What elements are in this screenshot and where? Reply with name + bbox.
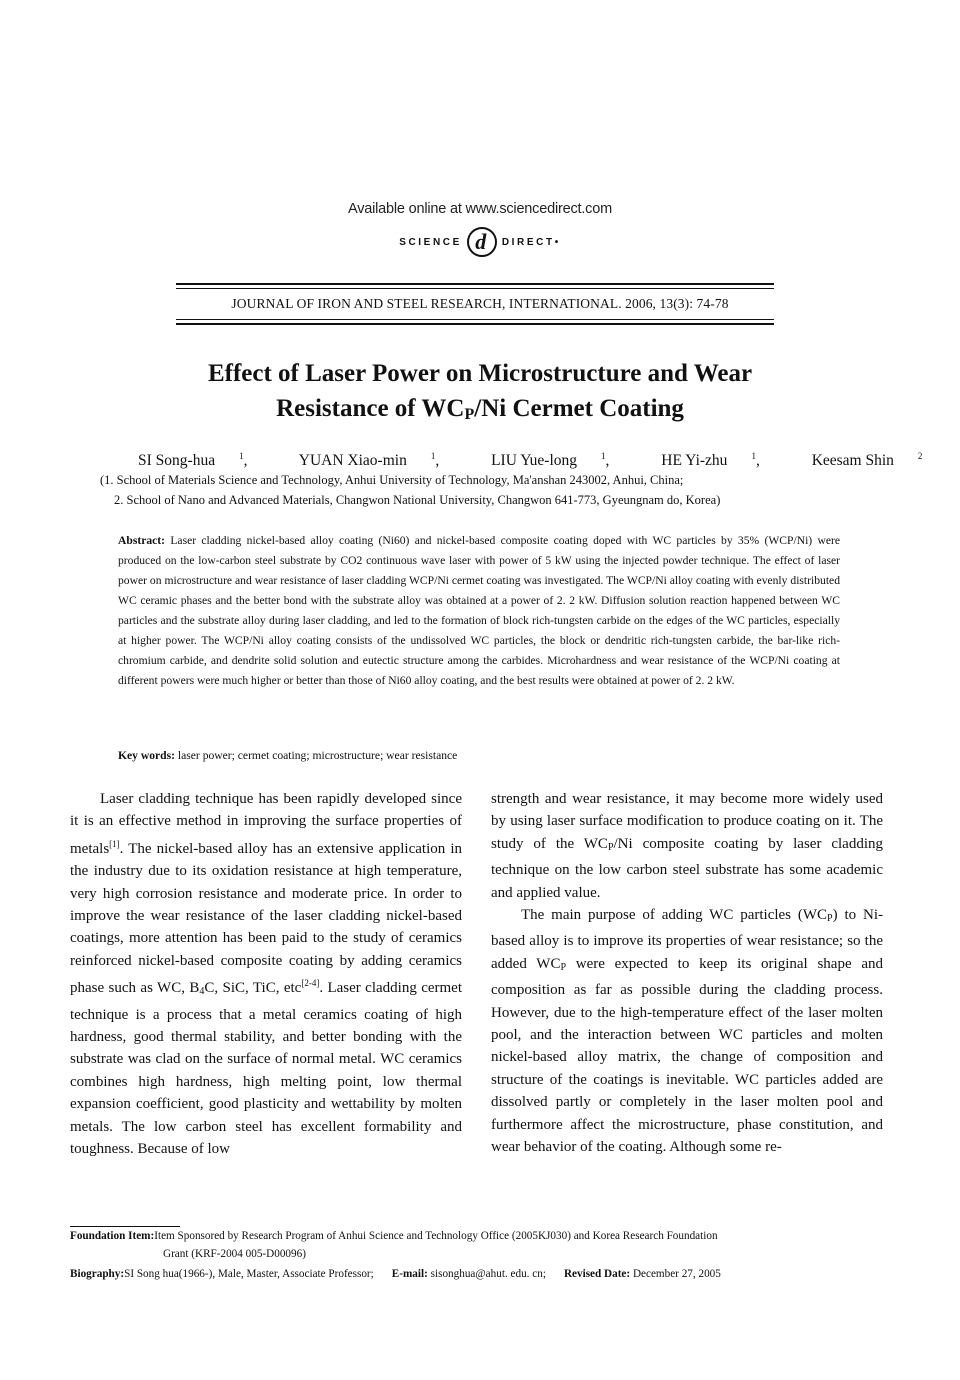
footnote-rule xyxy=(70,1226,180,1227)
body-column-left xyxy=(70,788,462,1161)
header-rule-bottom xyxy=(176,323,774,325)
header-rule-top-thin xyxy=(176,288,774,289)
body-column-right xyxy=(491,788,883,1159)
logo-mark xyxy=(466,226,498,258)
logo-dot: • xyxy=(554,237,561,248)
footnote-biography: Biography:SI Song hua(1966-), Male, Master, Associate Professor; E-mail: sisonghua@ahut. edu. cn; Revised Date: December 27, 2005 xyxy=(70,1268,721,1280)
author: SI Song-hua $^1$, xyxy=(138,451,248,470)
abstract xyxy=(118,531,840,691)
paper-title xyxy=(0,356,960,432)
header-rule-bottom-thin xyxy=(176,319,774,320)
journal-citation: JOURNAL OF IRON AND STEEL RESEARCH, INTERNATIONAL. 2006, 13(3): 74-78 xyxy=(231,296,729,311)
at-sign-icon xyxy=(466,226,498,258)
affiliation-2: 2. School of Nano and Advanced Materials, Changwon National University, Changwon 641-773, Gyeungnam do, Korea) xyxy=(114,493,721,507)
title-line-1: Effect of Laser Power on Microstructure and Wear xyxy=(207,360,753,387)
available-online-text: Available online at www.sciencedirect.com xyxy=(348,201,612,217)
abstract-label: Abstract: xyxy=(118,534,166,547)
author: LIU Yue-long $^1$, xyxy=(491,451,610,470)
keywords xyxy=(118,749,457,762)
footnote-foundation-cont: Grant (KRF-2004 005-D00096) xyxy=(163,1248,306,1260)
author-list xyxy=(138,451,960,470)
header-rule-top xyxy=(176,283,774,285)
author: YUAN Xiao-min $^1$, xyxy=(298,451,440,470)
title-line-2: Resistance of $WC_P/Ni$ Cermet Coating xyxy=(276,395,684,423)
author: Keesam Shin $^2$ xyxy=(811,451,923,470)
logo-direct-text: DIRECT xyxy=(501,237,555,248)
logo-mark-letter: d xyxy=(475,229,489,255)
footnote-foundation: Foundation Item:Item Sponsored by Research Program of Anhui Science and Technology Office (2005KJ030) and Korea Research Foundation xyxy=(70,1230,718,1242)
paragraph: strength and wear resistance, it may become more widely used by using laser surface modification to produce coating on it. The study of the $WC_P/Ni$ composite coating by laser cladding technique on the low carbon steel substrate has some academic and applied value. xyxy=(491,791,883,901)
paragraph: Laser cladding technique has been rapidly developed since it is an effective method in improving the surface properties of metals[1]. The nickel-based alloy has an extensive application in the industry due to its oxidation resistance at high temperature, very high corrosion resistance and moderate price. In order to improve the wear resistance of the laser cladding nickel-based coatings, more attention has been paid to the study of ceramics reinforced nickel-based composite coating by adding ceramics phase such as WC, $B_4C$, SiC, TiC, etc[2-4]. Laser cladding cermet technique is a process that a metal ceramics coating of high hardness, good thermal stability, and better bonding with the substrate was clad on the surface of normal metal. WC ceramics combines high hardness, high melting point, low thermal expansion coefficient, good plasticity and wettability by molten metals. The low carbon steel has excellent formability and toughness. Because of low xyxy=(70,791,463,1158)
keywords-label: Key words: xyxy=(118,749,175,762)
abstract-text: Laser cladding nickel-based alloy coating (Ni60) and nickel-based composite coating doped with WC particles by 35% (WCP/Ni) were produced on the low-carbon steel substrate by CO2 continuous wave laser with power of 5 kW using the injected powder technique. The effect of laser power on microstructure and wear resistance of laser cladding WCP/Ni cermet coating was investigated. The WCP/Ni alloy coating with evenly distributed WC ceramic phases and the better bond with the substrate alloy was obtained at a power of 2. 2 kW. Diffusion solution reaction happened between WC particles and the substrate alloy during laser cladding, and led to the formation of block rich-tungsten carbide on the edges of the WC particles, especially at higher power. The WCP/Ni alloy coating consists of the undissolved WC particles, the block or dendritic rich-tungsten carbide, the bar-like rich-chromium carbide, and dendrite solid solution and eutectic structure among the carbides. Microhardness and wear resistance of the WCP/Ni coating at different powers were much higher or better than those of Ni60 alloy coating, and the best results were obtained at power of 2. 2 kW. xyxy=(118,534,841,687)
sciencedirect-logo xyxy=(0,226,960,260)
logo-science-text: SCIENCE xyxy=(399,237,462,248)
author: HE Yi-zhu $^1$, xyxy=(661,451,760,470)
affiliation-1: (1. School of Materials Science and Technology, Anhui University of Technology, Ma'anshan 243002, Anhui, China; xyxy=(100,473,684,487)
paragraph: The main purpose of adding WC particles $(WC_P)$ to Ni-based alloy is to improve its properties of wear resistance; so the added $WC_P$ were expected to keep its original shape and composition as far as possible during the cladding process. However, due to the high-temperature effect of the laser molten pool, and the interaction between WC particles and molten nickel-based alloy matrix, the change of composition and structure of the coatings is inevitable. WC particles added are dissolved partly or completely in the laser molten pool and furthermore affect the microstructure, phase constitution, and wear behavior of the coating. Although some re- xyxy=(491,907,883,1156)
keywords-text: laser power; cermet coating; microstructure; wear resistance xyxy=(177,749,458,762)
